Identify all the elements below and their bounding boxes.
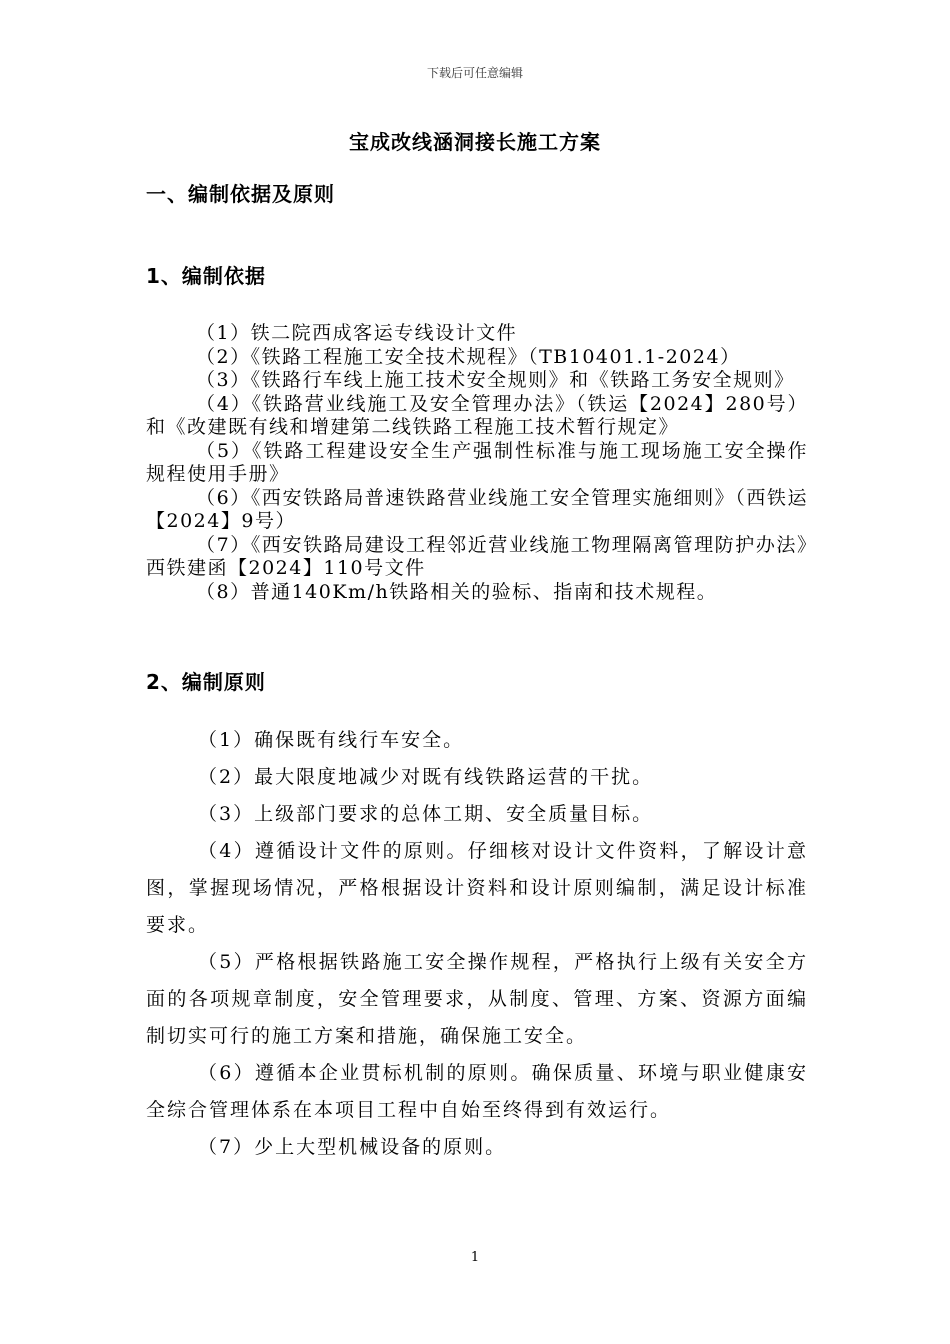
principle-item-7: （7）少上大型机械设备的原则。 <box>198 1136 507 1158</box>
principle-item-6: （6）遵循本企业贯标机制的原则。确保质量、环境与职业健康安全综合管理体系在本项目工程中自始至终得到有效运行。 <box>146 1062 808 1121</box>
page-number: 1 <box>470 1250 480 1265</box>
basis-item-7: （7）《西安铁路局建设工程邻近营业线施工物理隔离管理防护办法》西铁建函【2024】110号文件 <box>146 533 808 579</box>
principle-item-5: （5）严格根据铁路施工安全操作规程，严格执行上级有关安全方面的各项规章制度，安全管理要求，从制度、管理、方案、资源方面编制切实可行的施工方案和措施，确保施工安全。 <box>146 951 808 1047</box>
basis-item-6: （6）《西安铁路局普速铁路营业线施工安全管理实施细则》（西铁运【2024】9号） <box>146 486 808 532</box>
basis-item-8: （8）普通140Km/h铁路相关的验标、指南和技术规程。 <box>196 580 718 603</box>
principles-list <box>146 722 808 1166</box>
basis-item-2: （2）《铁路工程施工安全技术规程》（TB10401.1-2024） <box>196 345 741 368</box>
principle-item-4: （4）遵循设计文件的原则。仔细核对设计文件资料，了解设计意图，掌握现场情况，严格根据设计资料和设计原则编制，满足设计标准要求。 <box>146 840 808 936</box>
basis-item-5: （5）《铁路工程建设安全生产强制性标准与施工现场施工安全操作规程使用手册》 <box>146 439 808 485</box>
page-header-note: 下载后可任意编辑 <box>426 66 523 80</box>
document-title: 宝成改线涵洞接长施工方案 <box>349 130 601 154</box>
principle-item-1: （1）确保既有线行车安全。 <box>198 729 465 751</box>
section-heading-basis-and-principles: 一、编制依据及原则 <box>146 182 335 206</box>
basis-item-3: （3）《铁路行车线上施工技术安全规则》和《铁路工务安全规则》 <box>196 369 795 391</box>
principle-item-2: （2）最大限度地减少对既有线铁路运营的干扰。 <box>198 766 654 788</box>
principle-item-3: （3）上级部门要求的总体工期、安全质量目标。 <box>198 803 654 825</box>
subsection-heading-principles: 2、编制原则 <box>146 670 266 694</box>
basis-list <box>146 322 808 604</box>
basis-item-1: （1）铁二院西成客运专线设计文件 <box>196 322 518 344</box>
subsection-heading-basis: 1、编制依据 <box>146 264 266 288</box>
basis-item-4: （4）《铁路营业线施工及安全管理办法》（铁运【2024】280号）和《改建既有线和增建第二线铁路工程施工技术暂行规定》 <box>146 392 808 438</box>
